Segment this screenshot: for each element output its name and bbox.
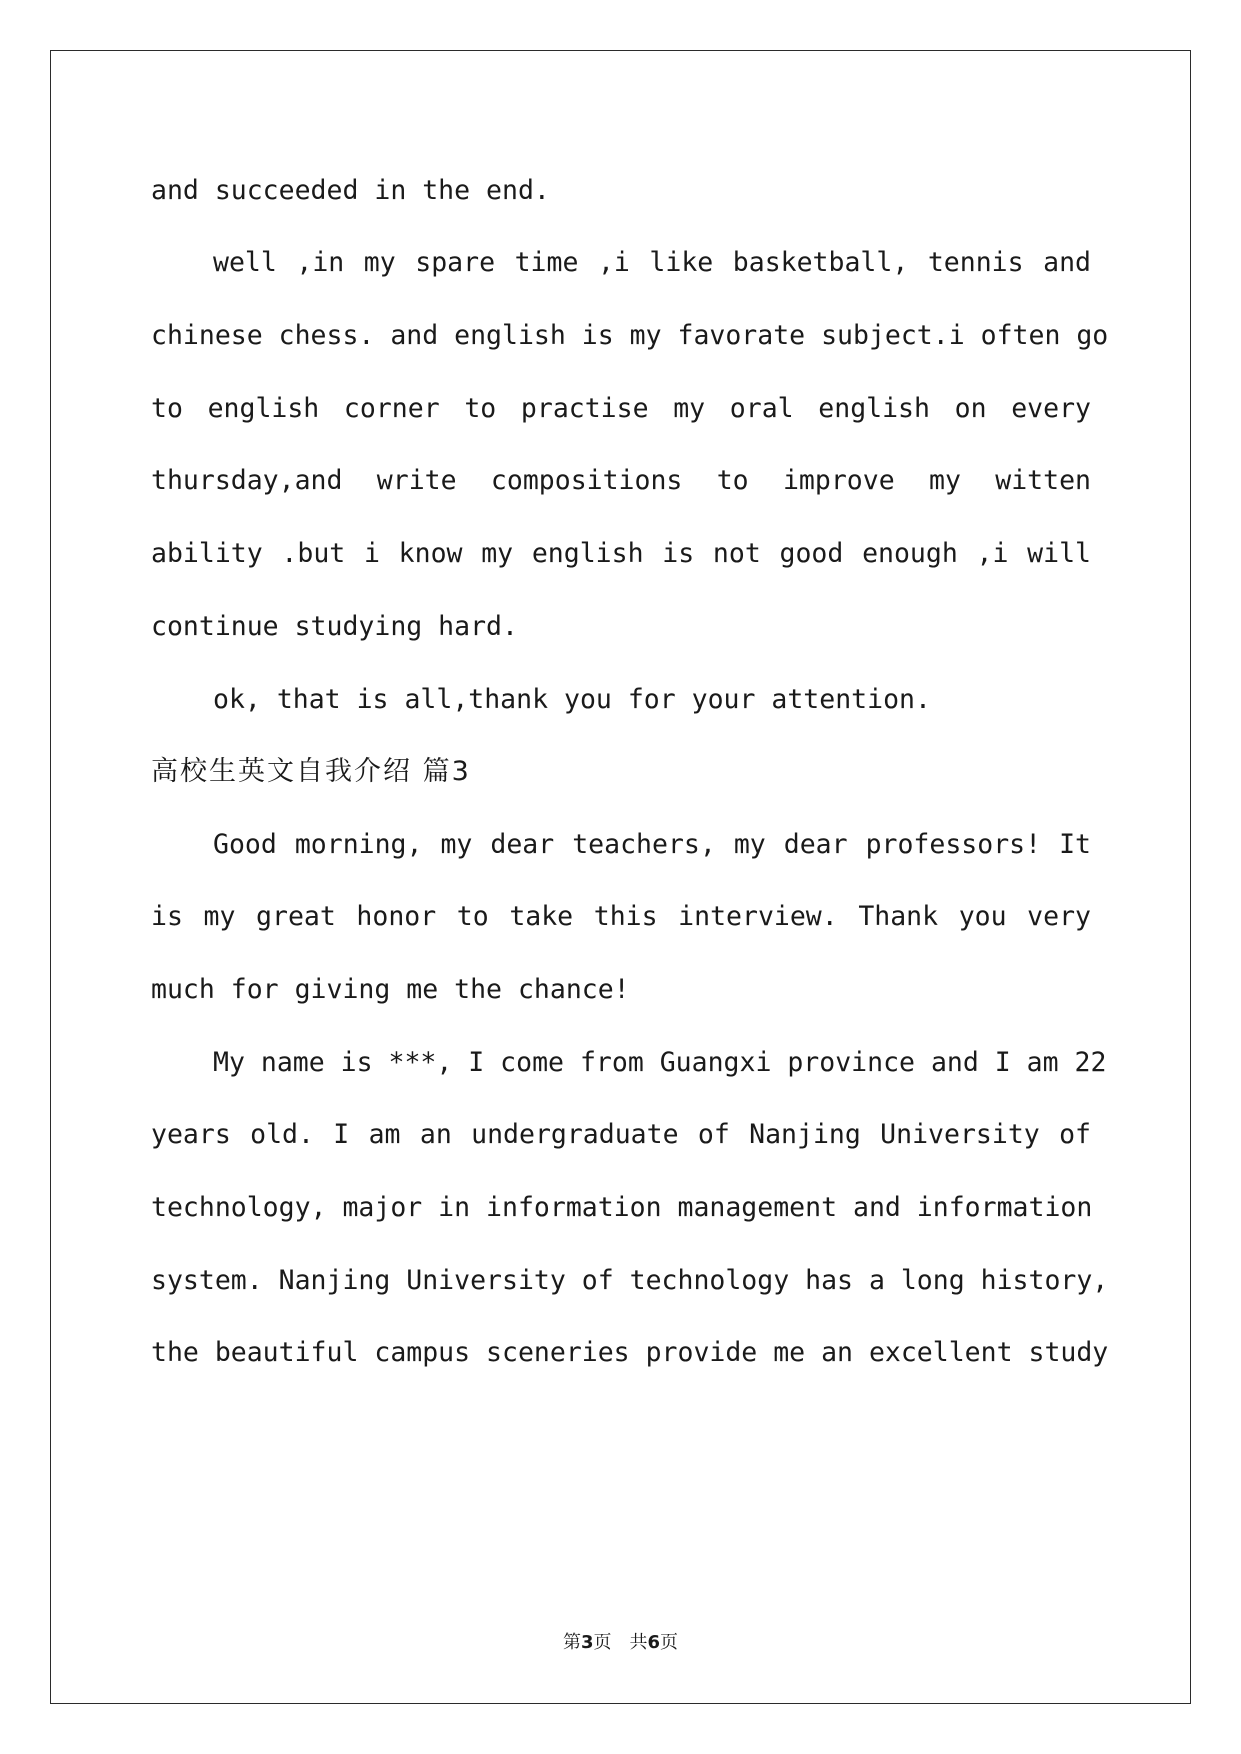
text-line: well ,in my spare time ,i like basketball, tennis and bbox=[213, 247, 1091, 278]
text-line: ok, that is all,thank you for your attention. bbox=[213, 684, 931, 715]
text-line: to english corner to practise my oral english on every bbox=[151, 393, 1091, 424]
text-line: system. Nanjing University of technology has a long history, bbox=[151, 1265, 1109, 1296]
text-line: and succeeded in the end. bbox=[151, 175, 550, 206]
text-line: much for giving me the chance! bbox=[151, 974, 630, 1005]
text-line: thursday,and write compositions to improve my witten bbox=[151, 465, 1091, 496]
text-line: the beautiful campus sceneries provide me an excellent study bbox=[151, 1337, 1109, 1368]
text-line: My name is ***, I come from Guangxi province and I am 22 bbox=[213, 1047, 1107, 1078]
text-line: years old. I am an undergraduate of Nanjing University of bbox=[151, 1119, 1091, 1150]
section-heading: 高校生英文自我介绍 篇3 bbox=[151, 756, 471, 787]
page-number-footer bbox=[0, 1628, 1241, 1654]
text-line: chinese chess. and english is my favorate subject.i often go bbox=[151, 320, 1109, 351]
page-suffix: 页 bbox=[660, 1632, 679, 1653]
page-prefix: 第 bbox=[562, 1632, 581, 1653]
text-line: is my great honor to take this interview. Thank you very bbox=[151, 901, 1091, 932]
current-page-number: 3 bbox=[580, 1632, 594, 1653]
text-line: continue studying hard. bbox=[151, 611, 518, 642]
page-mid: 页 共 bbox=[593, 1632, 648, 1653]
total-page-number: 6 bbox=[647, 1632, 661, 1653]
text-line: ability .but i know my english is not good enough ,i will bbox=[151, 538, 1091, 569]
text-line: technology, major in information management and information bbox=[151, 1192, 1093, 1223]
page-border bbox=[50, 50, 1191, 1704]
text-line: Good morning, my dear teachers, my dear professors! It bbox=[213, 829, 1091, 860]
